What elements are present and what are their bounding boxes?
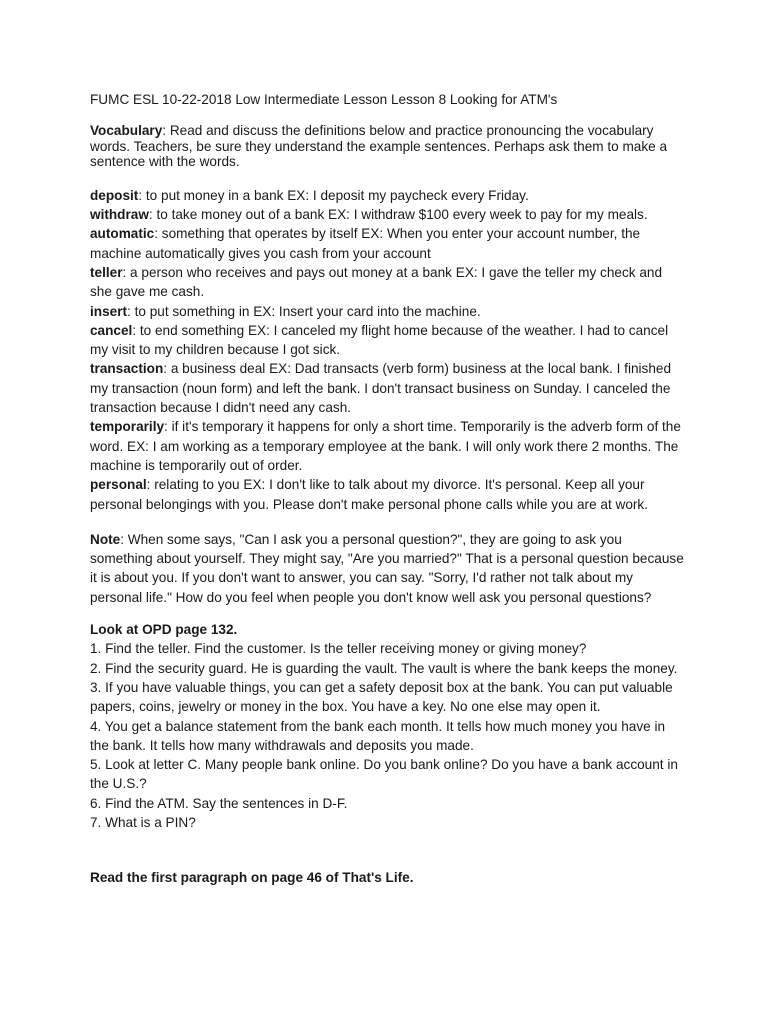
opd-section-title: Look at OPD page 132. <box>90 622 238 638</box>
vocab-definition: : something that operates by itself EX: When you enter your account number, the machine automatically gives you cash from your account <box>90 226 641 261</box>
opd-questions <box>90 639 686 832</box>
vocab-term: personal <box>90 477 147 493</box>
vocabulary-list <box>90 186 686 514</box>
vocab-entry-deposit <box>90 186 686 205</box>
vocab-entry-teller <box>90 263 686 302</box>
vocab-term: cancel <box>90 322 133 338</box>
vocab-term: withdraw <box>90 207 149 223</box>
note-paragraph <box>90 530 686 607</box>
lesson-header: FUMC ESL 10-22-2018 Low Intermediate Lesson Lesson 8 Looking for ATM's <box>90 92 558 107</box>
vocab-term: teller <box>90 264 123 280</box>
opd-section <box>90 620 686 832</box>
vocab-definition: : to put money in a bank EX: I deposit my paycheck every Friday. <box>138 187 529 203</box>
vocab-entry-personal <box>90 475 686 514</box>
vocab-entry-withdraw <box>90 205 686 224</box>
list-item: 1. Find the teller. Find the customer. Is the teller receiving money or giving money? <box>90 641 587 657</box>
list-item: 3. If you have valuable things, you can get a safety deposit box at the bank. You can put valuable papers, coins, jewelry or money in the box. You have a key. No one else may open it. <box>90 679 673 715</box>
vocab-definition: : to end something EX: I canceled my flight home because of the weather. I had to cancel my visit to my children because I got sick. <box>90 322 669 358</box>
vocab-entry-transaction <box>90 359 686 417</box>
vocab-definition: : to take money out of a bank EX: I withdraw $100 every week to pay for my meals. <box>148 207 648 223</box>
vocabulary-intro <box>90 123 686 170</box>
vocab-entry-insert <box>90 302 686 321</box>
list-item: 7. What is a PIN? <box>90 815 196 830</box>
vocab-definition: : relating to you EX: I don't like to talk about my divorce. It's personal. Keep all your personal belongings with you. Please don't make personal phone calls while you are at work. <box>90 477 649 512</box>
vocab-definition: : a business deal EX: Dad transacts (verb form) business at the local bank. I finished my transaction (noun form) and left the bank. I don't transact business on Sunday. I canceled the transaction because I didn't need any cash. <box>90 361 672 416</box>
vocab-term: insert <box>90 303 128 319</box>
reading-assignment: Read the first paragraph on page 46 of That's Life. <box>90 870 414 886</box>
vocab-term: transaction <box>90 361 164 377</box>
vocab-definition: : a person who receives and pays out money at a bank EX: I gave the teller my check and she gave me cash. <box>90 264 663 300</box>
note-text: : When some says, "Can I ask you a personal question?", they are going to ask you something about yourself. They might say, "Are you married?" That is a personal question because it is about you. If you don't want to answer, you can say. "Sorry, I'd rather not talk about my personal life." How do you feel when people you don't know well ask you personal questions? <box>90 531 684 605</box>
vocab-entry-temporarily <box>90 417 686 475</box>
vocab-term: temporarily <box>90 419 165 435</box>
vocab-entry-cancel <box>90 321 686 360</box>
vocab-term: automatic <box>90 226 155 242</box>
list-item: 2. Find the security guard. He is guarding the vault. The vault is where the bank keeps the money. <box>90 660 678 676</box>
vocab-definition: : if it's temporary it happens for only a short time. Temporarily is the adverb form of the word. EX: I am working as a temporary employee at the bank. I will only work there 2 months. The machine is temporarily out of order. <box>90 419 681 473</box>
vocab-term: deposit <box>90 187 139 203</box>
list-item: 4. You get a balance statement from the bank each month. It tells how much money you have in the bank. It tells how many withdrawals and deposits you made. <box>90 718 666 753</box>
list-item: 5. Look at letter C. Many people bank online. Do you bank online? Do you have a bank account in the U.S.? <box>90 757 678 792</box>
list-item: 6. Find the ATM. Say the sentences in D-F. <box>90 795 348 811</box>
vocab-entry-automatic <box>90 224 686 263</box>
vocabulary-instructions: : Read and discuss the definitions below and practice pronouncing the vocabulary words. Teachers, be sure they understand the example sentences. Perhaps ask them to make a sentence with the words. <box>90 123 668 170</box>
vocabulary-label: Vocabulary <box>90 123 163 139</box>
vocab-definition: : to put something in EX: Insert your card into the machine. <box>127 303 481 319</box>
note-label: Note <box>90 531 121 547</box>
